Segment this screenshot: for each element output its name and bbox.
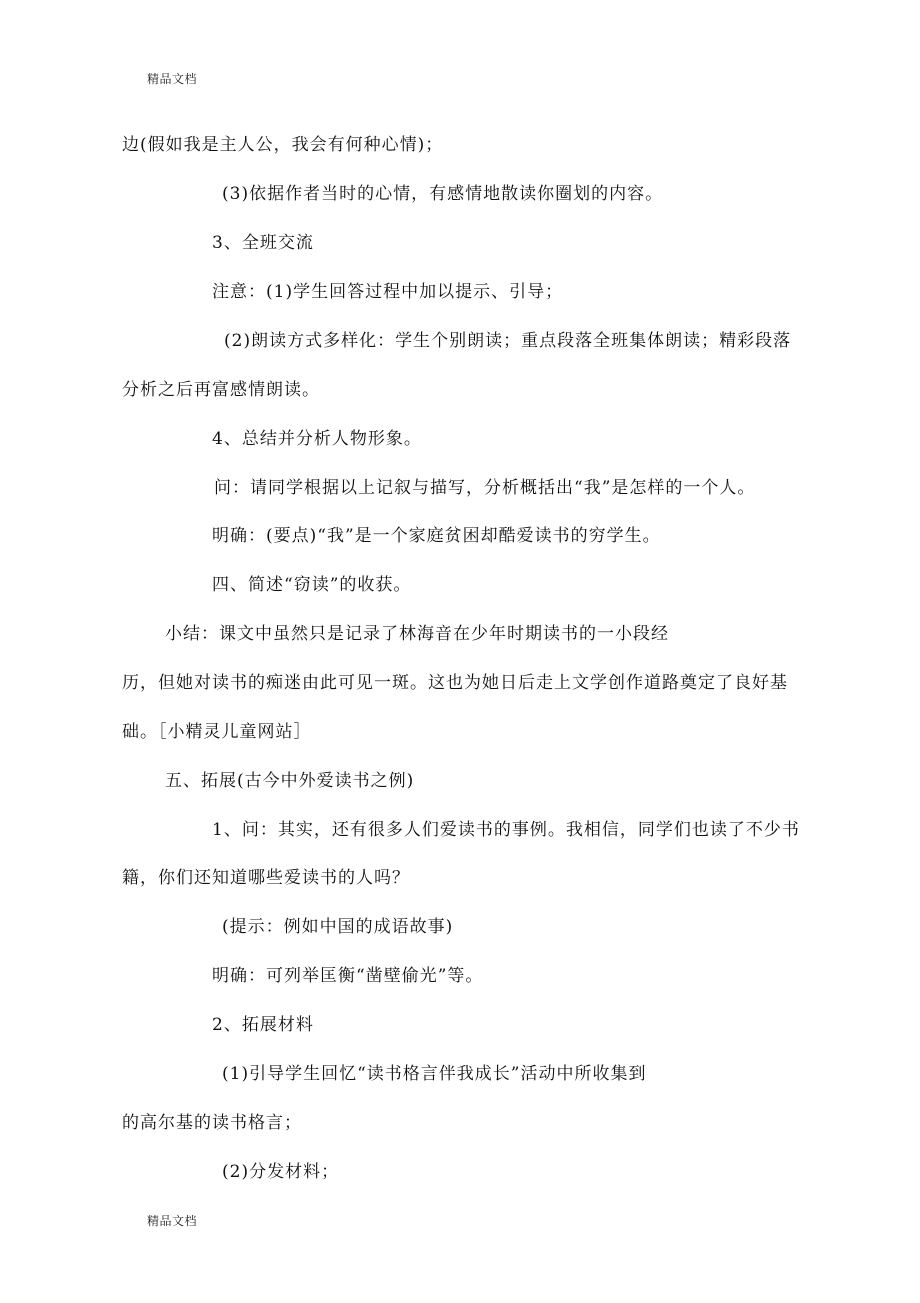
text-line: 明确：可列举匡衡“凿壁偷光”等。 bbox=[212, 966, 484, 986]
text-line: 五、拓展(古今中外爱读书之例) bbox=[165, 771, 415, 791]
text-line: 4、总结并分析人物形象。 bbox=[212, 429, 422, 449]
text-line: 1、问：其实，还有很多人们爱读书的事例。我相信，同学们也读了不少书 bbox=[212, 820, 800, 840]
text-line: 四、简述“窃读”的收获。 bbox=[212, 575, 412, 595]
text-line: (2)分发材料； bbox=[222, 1162, 340, 1182]
text-line: 础。［小精灵儿童网站］ bbox=[122, 722, 312, 742]
text-line: 注意：(1)学生回答过程中加以提示、引导； bbox=[212, 282, 564, 302]
text-line: 3、全班交流 bbox=[212, 233, 314, 253]
text-line: 2、拓展材料 bbox=[212, 1015, 314, 1035]
page-header: 精品文档 bbox=[147, 72, 198, 86]
text-line: (提示：例如中国的成语故事) bbox=[222, 917, 454, 937]
text-line: 问：请同学根据以上记叙与描写，分析概括出“我”是怎样的一个人。 bbox=[214, 478, 756, 498]
text-line: 历，但她对读书的痴迷由此可见一斑。这也为她日后走上文学创作道路奠定了良好基 bbox=[122, 673, 788, 693]
text-line: 籍，你们还知道哪些爱读书的人吗？ bbox=[122, 868, 410, 888]
text-line: 小结：课文中虽然只是记录了林海音在少年时期读书的一小段经 bbox=[165, 624, 669, 644]
text-line: 边(假如我是主人公，我会有何种心情)； bbox=[122, 135, 444, 155]
text-line: (2)朗读方式多样化：学生个别朗读；重点段落全班集体朗读；精彩段落 bbox=[224, 331, 792, 351]
page-footer: 精品文档 bbox=[147, 1214, 198, 1228]
text-line: 明确：(要点)“我”是一个家庭贫困却酷爱读书的穷学生。 bbox=[212, 526, 661, 546]
text-line: 的高尔基的读书格言； bbox=[122, 1113, 302, 1133]
text-line: (1)引导学生回忆“读书格言伴我成长”活动中所收集到 bbox=[222, 1064, 647, 1084]
text-line: (3)依据作者当时的心情，有感情地散读你圈划的内容。 bbox=[222, 184, 664, 204]
text-line: 分析之后再富感情朗读。 bbox=[122, 380, 320, 400]
